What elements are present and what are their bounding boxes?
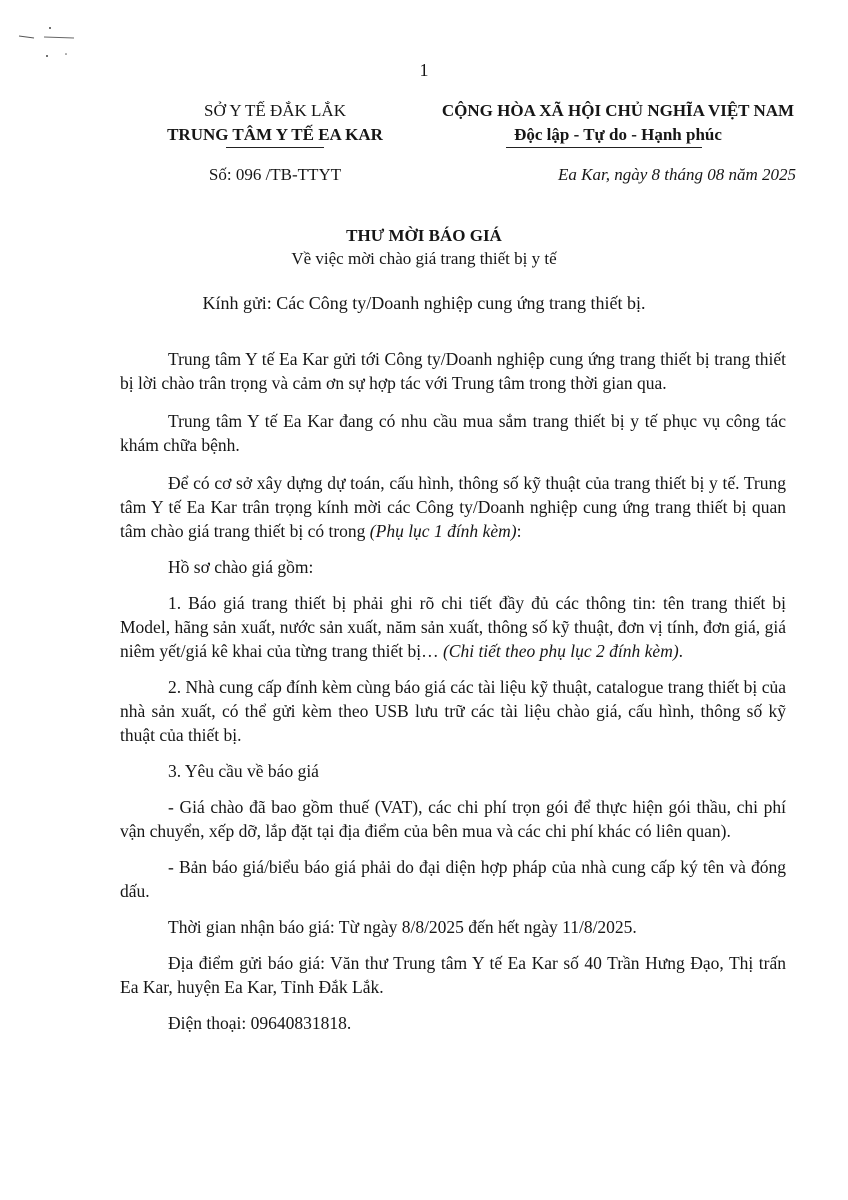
center-name: TRUNG TÂM Y TẾ EA KAR (167, 125, 383, 144)
nation-name: CỘNG HÒA XÃ HỘI CHỦ NGHĨA VIỆT NAM (441, 101, 795, 120)
paragraph-item-3: 3. Yêu cầu về báo giá (168, 761, 319, 781)
paragraph-item-2: 2. Nhà cung cấp đính kèm cùng báo giá các tài liệu kỹ thuật, catalogue trang thiết bị của nhà sản xuất, có thể gửi kèm theo USB lưu trữ các tài liệu chào giá, cấu hình, thông số kỹ thuật của thiết bị. (120, 677, 786, 745)
appendix-2-ref: (Chi tiết theo phụ lục 2 đính kèm) (442, 641, 679, 661)
paragraph-phone: Điện thoại: 09640831818. (168, 1013, 352, 1033)
invitation-end: : (516, 521, 522, 541)
paragraph-need: Trung tâm Y tế Ea Kar đang có nhu cầu mua sắm trang thiết bị y tế phục vụ công tác khám chữa bệnh. (120, 411, 786, 455)
place-date: Ea Kar, ngày 8 tháng 08 năm 2025 (558, 165, 796, 184)
national-motto: Độc lập - Tự do - Hạnh phúc (514, 125, 722, 144)
item-1-end: . (678, 641, 684, 661)
paragraph-dossier-heading: Hồ sơ chào giá gồm: (168, 557, 314, 577)
paragraph-signature-requirement: - Bản báo giá/biểu báo giá phải do đại diện hợp pháp của nhà cung cấp ký tên và đóng dấu. (120, 857, 786, 901)
paragraph-submission-address: Địa điểm gửi báo giá: Văn thư Trung tâm Y tế Ea Kar số 40 Trần Hưng Đạo, Thị trấn Ea Kar, huyện Ea Kar, Tỉnh Đắk Lắk. (120, 953, 786, 997)
paragraph-receipt-time: Thời gian nhận báo giá: Từ ngày 8/8/2025 đến hết ngày 11/8/2025. (168, 917, 637, 937)
ministry-name: SỞ Y TẾ ĐẮK LẮK (204, 101, 346, 120)
header-underline-left (226, 147, 324, 148)
item-1-text: 1. Báo giá trang thiết bị phải ghi rõ chi tiết đầy đủ các thông tin: tên trang thiết bị Model, hãng sản xuất, nước sản xuất, năm sản xuất, thông số kỹ thuật, đơn vị tính, đơn giá, giá niêm yết/giá kê khai của từng trang thiết bị… (120, 593, 786, 661)
page-number: 1 (419, 60, 429, 80)
document-subtitle: Về việc mời chào giá trang thiết bị y tế (291, 249, 557, 268)
recipient-line: Kính gửi: Các Công ty/Doanh nghiệp cung ứng trang thiết bị. (202, 293, 646, 313)
paragraph-invitation (120, 471, 786, 543)
appendix-1-ref: (Phụ lục 1 đính kèm) (369, 521, 517, 541)
national-header (428, 99, 808, 147)
organization-header (140, 99, 410, 147)
document-title: THƯ MỜI BÁO GIÁ (346, 226, 502, 245)
invitation-text: Để có cơ sở xây dựng dự toán, cấu hình, thông số kỹ thuật của trang thiết bị y tế. Trung tâm Y tế Ea Kar trân trọng kính mời các Công ty/Doanh nghiệp cung ứng trang thiết bị quan tâm chào giá trang thiết bị có trong (120, 473, 786, 541)
header-underline-right (506, 147, 702, 148)
paragraph-item-1 (120, 591, 786, 663)
letter-body (120, 347, 786, 1047)
paragraph-price-includes: - Giá chào đã bao gồm thuế (VAT), các chi phí trọn gói để thực hiện gói thầu, chi phí vận chuyển, xếp dỡ, lắp đặt tại địa điểm của bên mua và các chi phí khác có liên quan). (120, 797, 786, 841)
scan-specks (14, 14, 104, 64)
paragraph-greeting: Trung tâm Y tế Ea Kar gửi tới Công ty/Doanh nghiệp cung ứng trang thiết bị trang thiết bị lời chào trân trọng và cảm ơn sự hợp tác với Trung tâm trong thời gian qua. (120, 349, 786, 393)
document-number: Số: 096 /TB-TTYT (208, 165, 342, 184)
